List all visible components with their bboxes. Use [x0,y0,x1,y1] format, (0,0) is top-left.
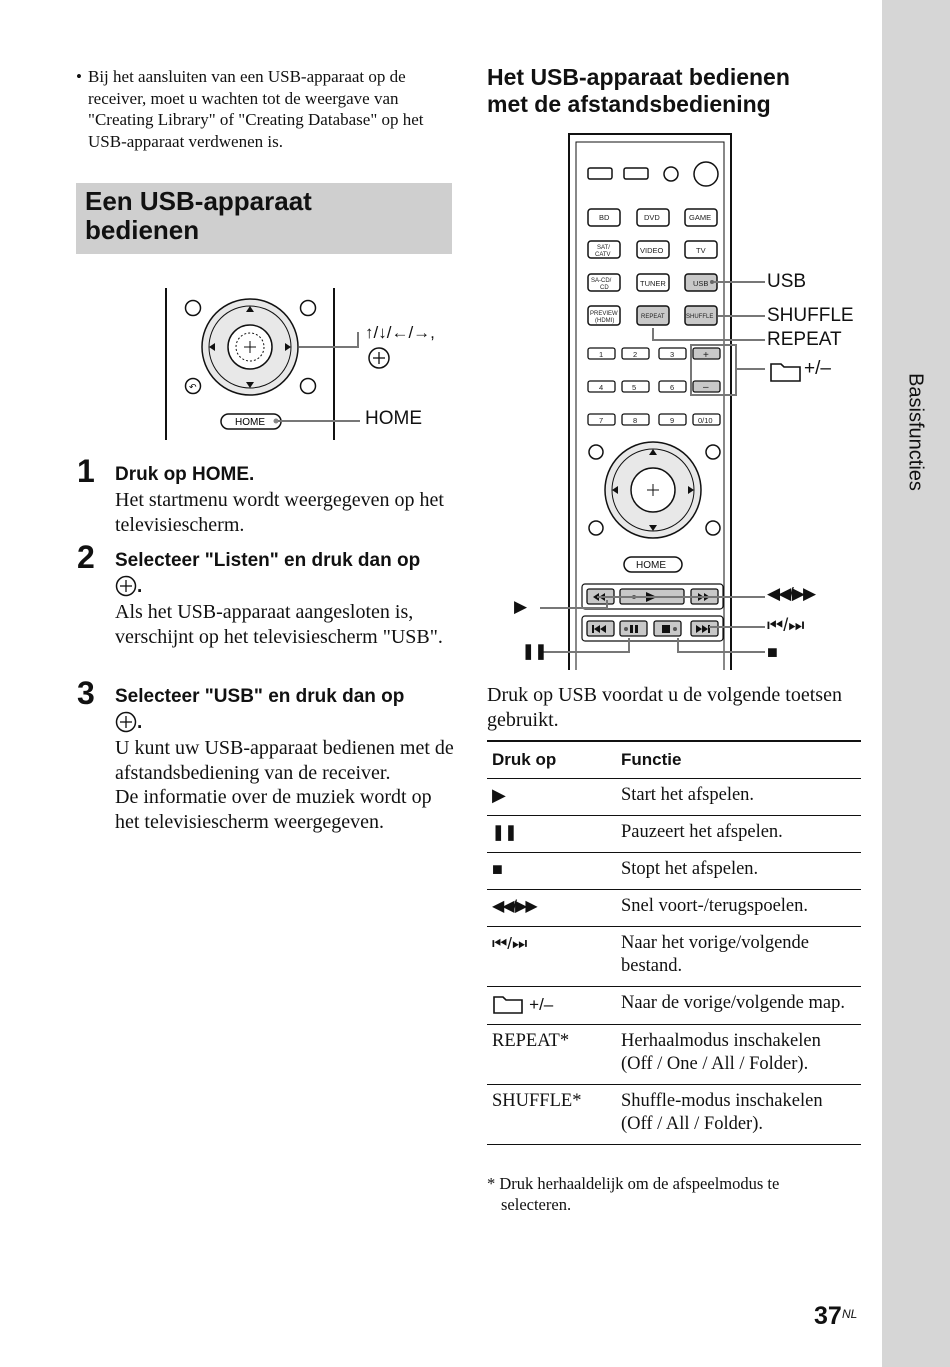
step-2 [115,548,455,649]
table-cell-function: Naar de vorige/volgende map. [616,987,861,1025]
arrows-callout: ↑/↓/←/→, [365,323,435,342]
usb-callout: USB [767,271,807,292]
remote-section-title-line2: met de afstandsbediening [487,91,771,117]
footnote-line1: * Druk herhaaldelijk om de afspeelmodus te [487,1174,780,1193]
svg-text:(HDMI): (HDMI) [595,318,615,324]
bullet-text: Bij het aansluiten van een USB-apparaat op de receiver, moet u wachten tot de weergave van "Creating Library" of "Creating Database" op het USB-apparaat verdwenen is. [88,67,424,151]
enter-icon [115,575,137,597]
stop-callout: ■ [767,642,778,662]
table-header-function: Functie [616,741,861,779]
svg-text:REPEAT: REPEAT [641,314,665,320]
svg-text:4: 4 [599,383,604,392]
page-language-suffix: NL [842,1307,858,1321]
svg-text:SAT/: SAT/ [597,245,610,251]
svg-text:9: 9 [670,416,675,425]
step-3-title-row [115,684,455,710]
step-1-number: 1 [77,453,95,489]
svg-text:SHUFFLE: SHUFFLE [686,314,714,320]
svg-text:HOME: HOME [235,417,265,428]
enter-icon [115,711,137,733]
table-row [487,816,861,853]
play-callout: ▶ [514,597,528,616]
step-3-title: Selecteer "USB" en druk dan op [115,686,405,707]
svg-text:GAME: GAME [689,213,712,222]
step-2-number: 2 [77,539,95,575]
svg-text:TUNER: TUNER [640,279,666,288]
svg-text:BD: BD [599,213,610,222]
table-cell-function: Stopt het afspelen. [616,853,861,890]
folder-callout: +/– [804,358,831,379]
pause-callout: ❚❚ [522,643,548,660]
table-header-key: Druk op [487,741,616,779]
svg-text:2: 2 [633,350,638,359]
step-2-title: Selecteer "Listen" en druk dan op [115,550,421,571]
footnote-line2: selecteren. [501,1195,572,1214]
table-cell-function: Pauzeert het afspelen. [616,816,861,853]
table-cell-function: Shuffle-modus inschakelen (Off / All / Folder). [616,1085,861,1145]
table-header-row [487,741,861,779]
prev-next-callout: ⏮/⏭ [767,615,805,635]
home-callout: HOME [365,408,422,429]
table-cell-key: ❚❚ [487,816,616,853]
step-2-body: Als het USB-apparaat aangesloten is, verschijnt op het televisiescherm "USB". [115,601,443,648]
function-table [487,740,861,1145]
table-cell-function: Start het afspelen. [616,779,861,816]
svg-text:TV: TV [696,246,706,255]
remote-section-title-line1: Het USB-apparaat bedienen [487,64,790,90]
step-2-title-end: . [137,576,143,597]
svg-text:8: 8 [633,416,638,425]
step-3-body: U kunt uw USB-apparaat bedienen met de afstandsbediening van de receiver. [115,737,454,784]
step-2-title-row [115,548,455,574]
step-2-enter-row [115,574,455,600]
page-number: 37 [814,1302,842,1330]
svg-text:CD: CD [600,285,609,291]
table-cell-function: Naar het vorige/volgende bestand. [616,927,861,987]
table-row [487,890,861,927]
svg-text:+: + [703,350,709,361]
step-3-number: 3 [77,675,95,711]
folder-icon [492,993,524,1015]
svg-text:3: 3 [670,350,675,359]
svg-text:HOME: HOME [636,560,666,571]
step-3-title-end: . [137,712,143,733]
table-cell-key: SHUFFLE* [487,1085,616,1145]
svg-text:–: – [703,382,709,393]
folder-key-label: +/– [529,995,554,1014]
table-row [487,1085,861,1145]
table-row [487,927,861,987]
svg-text:↶: ↶ [189,383,197,393]
footnote [487,1173,847,1215]
table-cell-function: Snel voort-/terugspoelen. [616,890,861,927]
svg-text:5: 5 [632,383,637,392]
step-3-enter-row [115,710,455,736]
shuffle-callout: SHUFFLE [767,305,854,326]
section-title-line1: Een USB-apparaat [85,186,312,216]
step-3-body-2: De informatie over de muziek wordt op het televisiescherm weergegeven. [115,786,432,833]
svg-text:0/10: 0/10 [698,416,713,425]
table-row [487,987,861,1025]
step-3 [115,684,455,834]
svg-text:PREVIEW: PREVIEW [590,311,618,317]
enter-icon [367,346,391,370]
table-cell-function: Herhaalmodus inschakelen (Off / One / All / Folder). [616,1025,861,1085]
svg-text:1: 1 [599,350,604,359]
table-cell-key: ◀◀/▶▶ [487,890,616,927]
svg-text:7: 7 [599,416,604,425]
table-row [487,1025,861,1085]
table-cell-key: ■ [487,853,616,890]
repeat-callout: REPEAT [767,329,842,350]
side-tab [882,0,950,1367]
bullet-dot: • [76,67,82,86]
step-1 [115,462,455,537]
intro-text: Druk op USB voordat u de volgende toetsen gebruikt. [487,684,842,731]
side-tab-label: Basisfuncties [904,373,927,491]
rew-ff-callout: ◀◀/▶▶ [767,584,815,603]
svg-text:USB: USB [693,279,709,288]
table-row [487,853,861,890]
svg-text:CATV: CATV [595,252,611,258]
step-1-title: Druk op HOME. [115,464,255,485]
svg-text:VIDEO: VIDEO [640,246,664,255]
table-cell-key: ⏮/⏭ [487,927,616,987]
svg-text:DVD: DVD [644,213,660,222]
folder-icon [769,359,803,383]
bullet-note [76,66,456,152]
table-row [487,779,861,816]
section-title-line2: bedienen [85,215,200,245]
table-cell-key: REPEAT* [487,1025,616,1085]
table-cell-key: ▶ [487,779,616,816]
remote-section-title [487,64,867,118]
section-heading [76,183,452,254]
remote-callout-lines [500,270,770,670]
svg-text:SA-CD/: SA-CD/ [591,278,612,284]
svg-text:6: 6 [670,383,675,392]
step-1-body: Het startmenu wordt weergegeven op het televisiescherm. [115,489,444,536]
table-cell-key [487,987,616,1025]
